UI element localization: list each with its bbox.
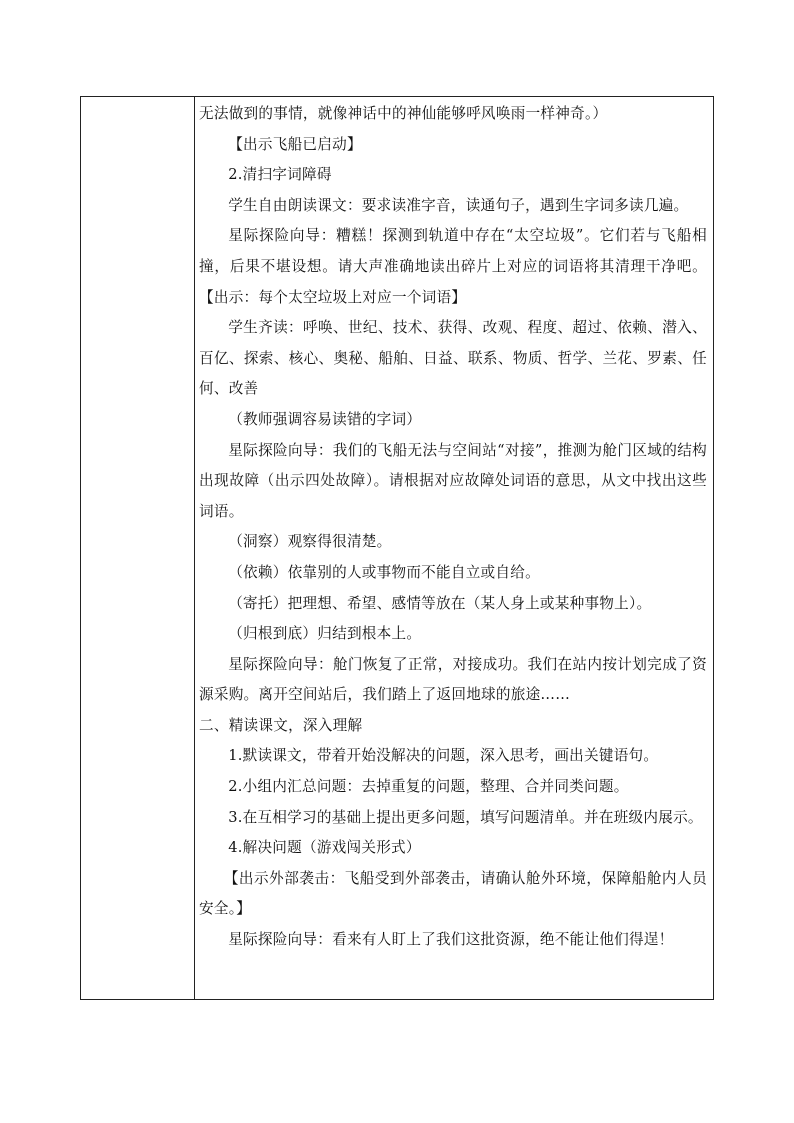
paragraph-2: 【出示飞船已启动】 bbox=[228, 135, 362, 153]
paragraph-8: 星际探险向导：我们的飞船无法与空间站“对接”，推测为舱门区域的结构出现故障（出示四处故障）。请根据对应故障处词语的意思，从文中找出这些词语。 bbox=[199, 441, 707, 520]
paragraph-17: 3.在互相学习的基础上提出更多问题，填写问题清单。并在班级内展示。 bbox=[228, 808, 703, 826]
paragraph-16: 2.小组内汇总问题：去掉重复的问题，整理、合并同类问题。 bbox=[228, 778, 629, 796]
paragraph-5: 星际探险向导：糟糕！探测到轨道中存在“太空垃圾”。它们若与飞船相撞，后果不堪设想。请大声准确地读出碎片上对应的词语将其清理干净吧。【出示：每个太空垃圾上对应一个词语】 bbox=[199, 227, 707, 306]
paragraph-4: 学生自由朗读课文：要求读准字音，读通句子，遇到生字词多读几遍。 bbox=[228, 196, 689, 214]
paragraph-3: 2.清扫字词障碍 bbox=[228, 166, 332, 184]
paragraph-12: （归根到底）归结到根本上。 bbox=[228, 625, 422, 643]
paragraph-15: 1.默读课文，带着开始没解决的问题，深入思考，画出关键语句。 bbox=[228, 747, 659, 765]
table-left-column bbox=[81, 97, 195, 999]
lesson-plan-table bbox=[80, 96, 714, 1000]
paragraph-13: 星际探险向导：舱门恢复了正常，对接成功。我们在站内按计划完成了资源采购。离开空间站后，我们踏上了返回地球的旅途…… bbox=[199, 655, 707, 704]
table-content-column bbox=[195, 97, 713, 999]
paragraph-11: （寄托）把理想、希望、感情等放在（某人身上或某种事物上）。 bbox=[228, 594, 652, 612]
paragraph-9: （洞察）观察得很清楚。 bbox=[228, 533, 392, 551]
paragraph-10: （依赖）依靠别的人或事物而不能自立或自给。 bbox=[228, 563, 540, 581]
paragraph-20: 星际探险向导：看来有人盯上了我们这批资源，绝不能让他们得逞！ bbox=[228, 931, 674, 949]
paragraph-7: （教师强调容易读错的字词） bbox=[228, 410, 422, 428]
paragraph-1: 无法做到的事情，就像神话中的神仙能够呼风唤雨一样神奇。） bbox=[199, 105, 608, 122]
paragraph-19: 【出示外部袭击：飞船受到外部袭击，请确认舱外环境，保障船舱内人员安全。】 bbox=[199, 869, 707, 918]
paragraph-6: 学生齐读：呼唤、世纪、技术、获得、改观、程度、超过、依赖、潜入、百亿、探索、核心、奥秘、船舶、日益、联系、物质、哲学、兰花、罗素、任何、改善 bbox=[199, 319, 707, 398]
paragraph-18: 4.解决问题（游戏闯关形式） bbox=[228, 839, 421, 857]
section-heading: 二、精读课文，深入理解 bbox=[199, 716, 363, 734]
